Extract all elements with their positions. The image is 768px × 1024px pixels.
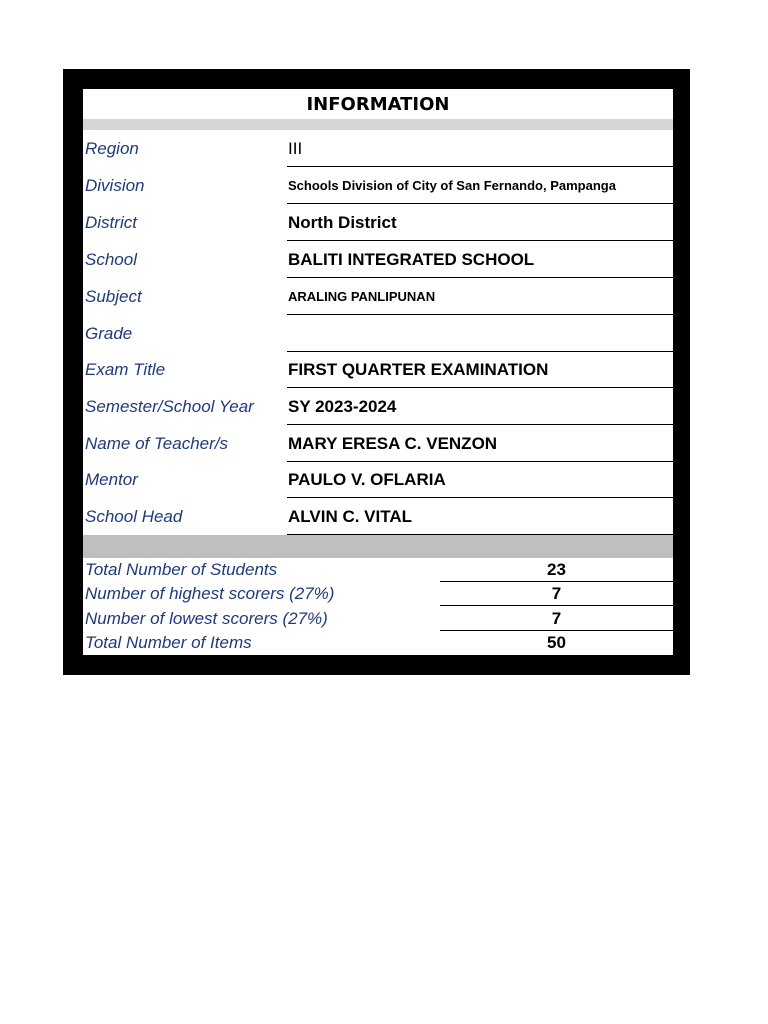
field-value: North District bbox=[288, 212, 397, 232]
stat-label: Total Number of Students bbox=[85, 560, 278, 579]
field-label: District bbox=[85, 212, 137, 232]
field-row-exam-title bbox=[83, 351, 673, 388]
field-value: ARALING PANLIPUNAN bbox=[288, 289, 436, 304]
field-row-school bbox=[83, 241, 673, 278]
information-sheet bbox=[83, 89, 673, 655]
field-value: III bbox=[288, 138, 303, 158]
field-value: BALITI INTEGRATED SCHOOL bbox=[288, 249, 535, 269]
field-row-school-head bbox=[83, 498, 673, 535]
field-value: PAULO V. OFLARIA bbox=[288, 469, 446, 489]
field-label: Grade bbox=[85, 323, 133, 343]
stat-row-lowest-scorers bbox=[83, 607, 673, 631]
stat-row-highest-scorers bbox=[83, 582, 673, 606]
field-row-district bbox=[83, 204, 673, 241]
field-label: Mentor bbox=[85, 469, 138, 489]
field-label: Region bbox=[85, 138, 139, 158]
field-row-subject bbox=[83, 278, 673, 315]
field-value: ALVIN C. VITAL bbox=[288, 506, 413, 526]
field-label: Division bbox=[85, 175, 145, 195]
stat-value: 50 bbox=[547, 633, 566, 652]
stat-row-total-students bbox=[83, 558, 673, 582]
stat-row-total-items bbox=[83, 631, 673, 655]
section-divider-band bbox=[83, 535, 673, 558]
field-label: School bbox=[85, 249, 137, 269]
field-label: Subject bbox=[85, 286, 142, 306]
field-label: Semester/School Year bbox=[85, 396, 254, 416]
stat-value: 23 bbox=[547, 560, 566, 579]
stat-label: Number of lowest scorers (27%) bbox=[85, 609, 328, 628]
field-row-teacher bbox=[83, 425, 673, 462]
stat-value: 7 bbox=[551, 584, 562, 603]
stat-value: 7 bbox=[551, 609, 562, 628]
field-row-grade bbox=[83, 315, 673, 352]
field-label: Name of Teacher/s bbox=[85, 433, 228, 453]
field-label: Exam Title bbox=[85, 359, 166, 379]
stat-underline bbox=[440, 605, 673, 606]
title-divider bbox=[83, 119, 673, 130]
stat-label: Total Number of Items bbox=[85, 633, 252, 652]
sheet-title: INFORMATION bbox=[306, 93, 450, 115]
field-value: MARY ERESA C. VENZON bbox=[288, 433, 498, 453]
field-value: FIRST QUARTER EXAMINATION bbox=[288, 359, 549, 379]
field-row-school-year bbox=[83, 388, 673, 425]
field-label: School Head bbox=[85, 506, 183, 526]
field-value: Schools Division of City of San Fernando, Pampanga bbox=[288, 178, 616, 193]
field-row-mentor bbox=[83, 461, 673, 498]
field-value: SY 2023-2024 bbox=[288, 396, 397, 416]
stat-label: Number of highest scorers (27%) bbox=[85, 584, 335, 603]
field-row-division bbox=[83, 167, 673, 204]
field-row-region bbox=[83, 130, 673, 167]
